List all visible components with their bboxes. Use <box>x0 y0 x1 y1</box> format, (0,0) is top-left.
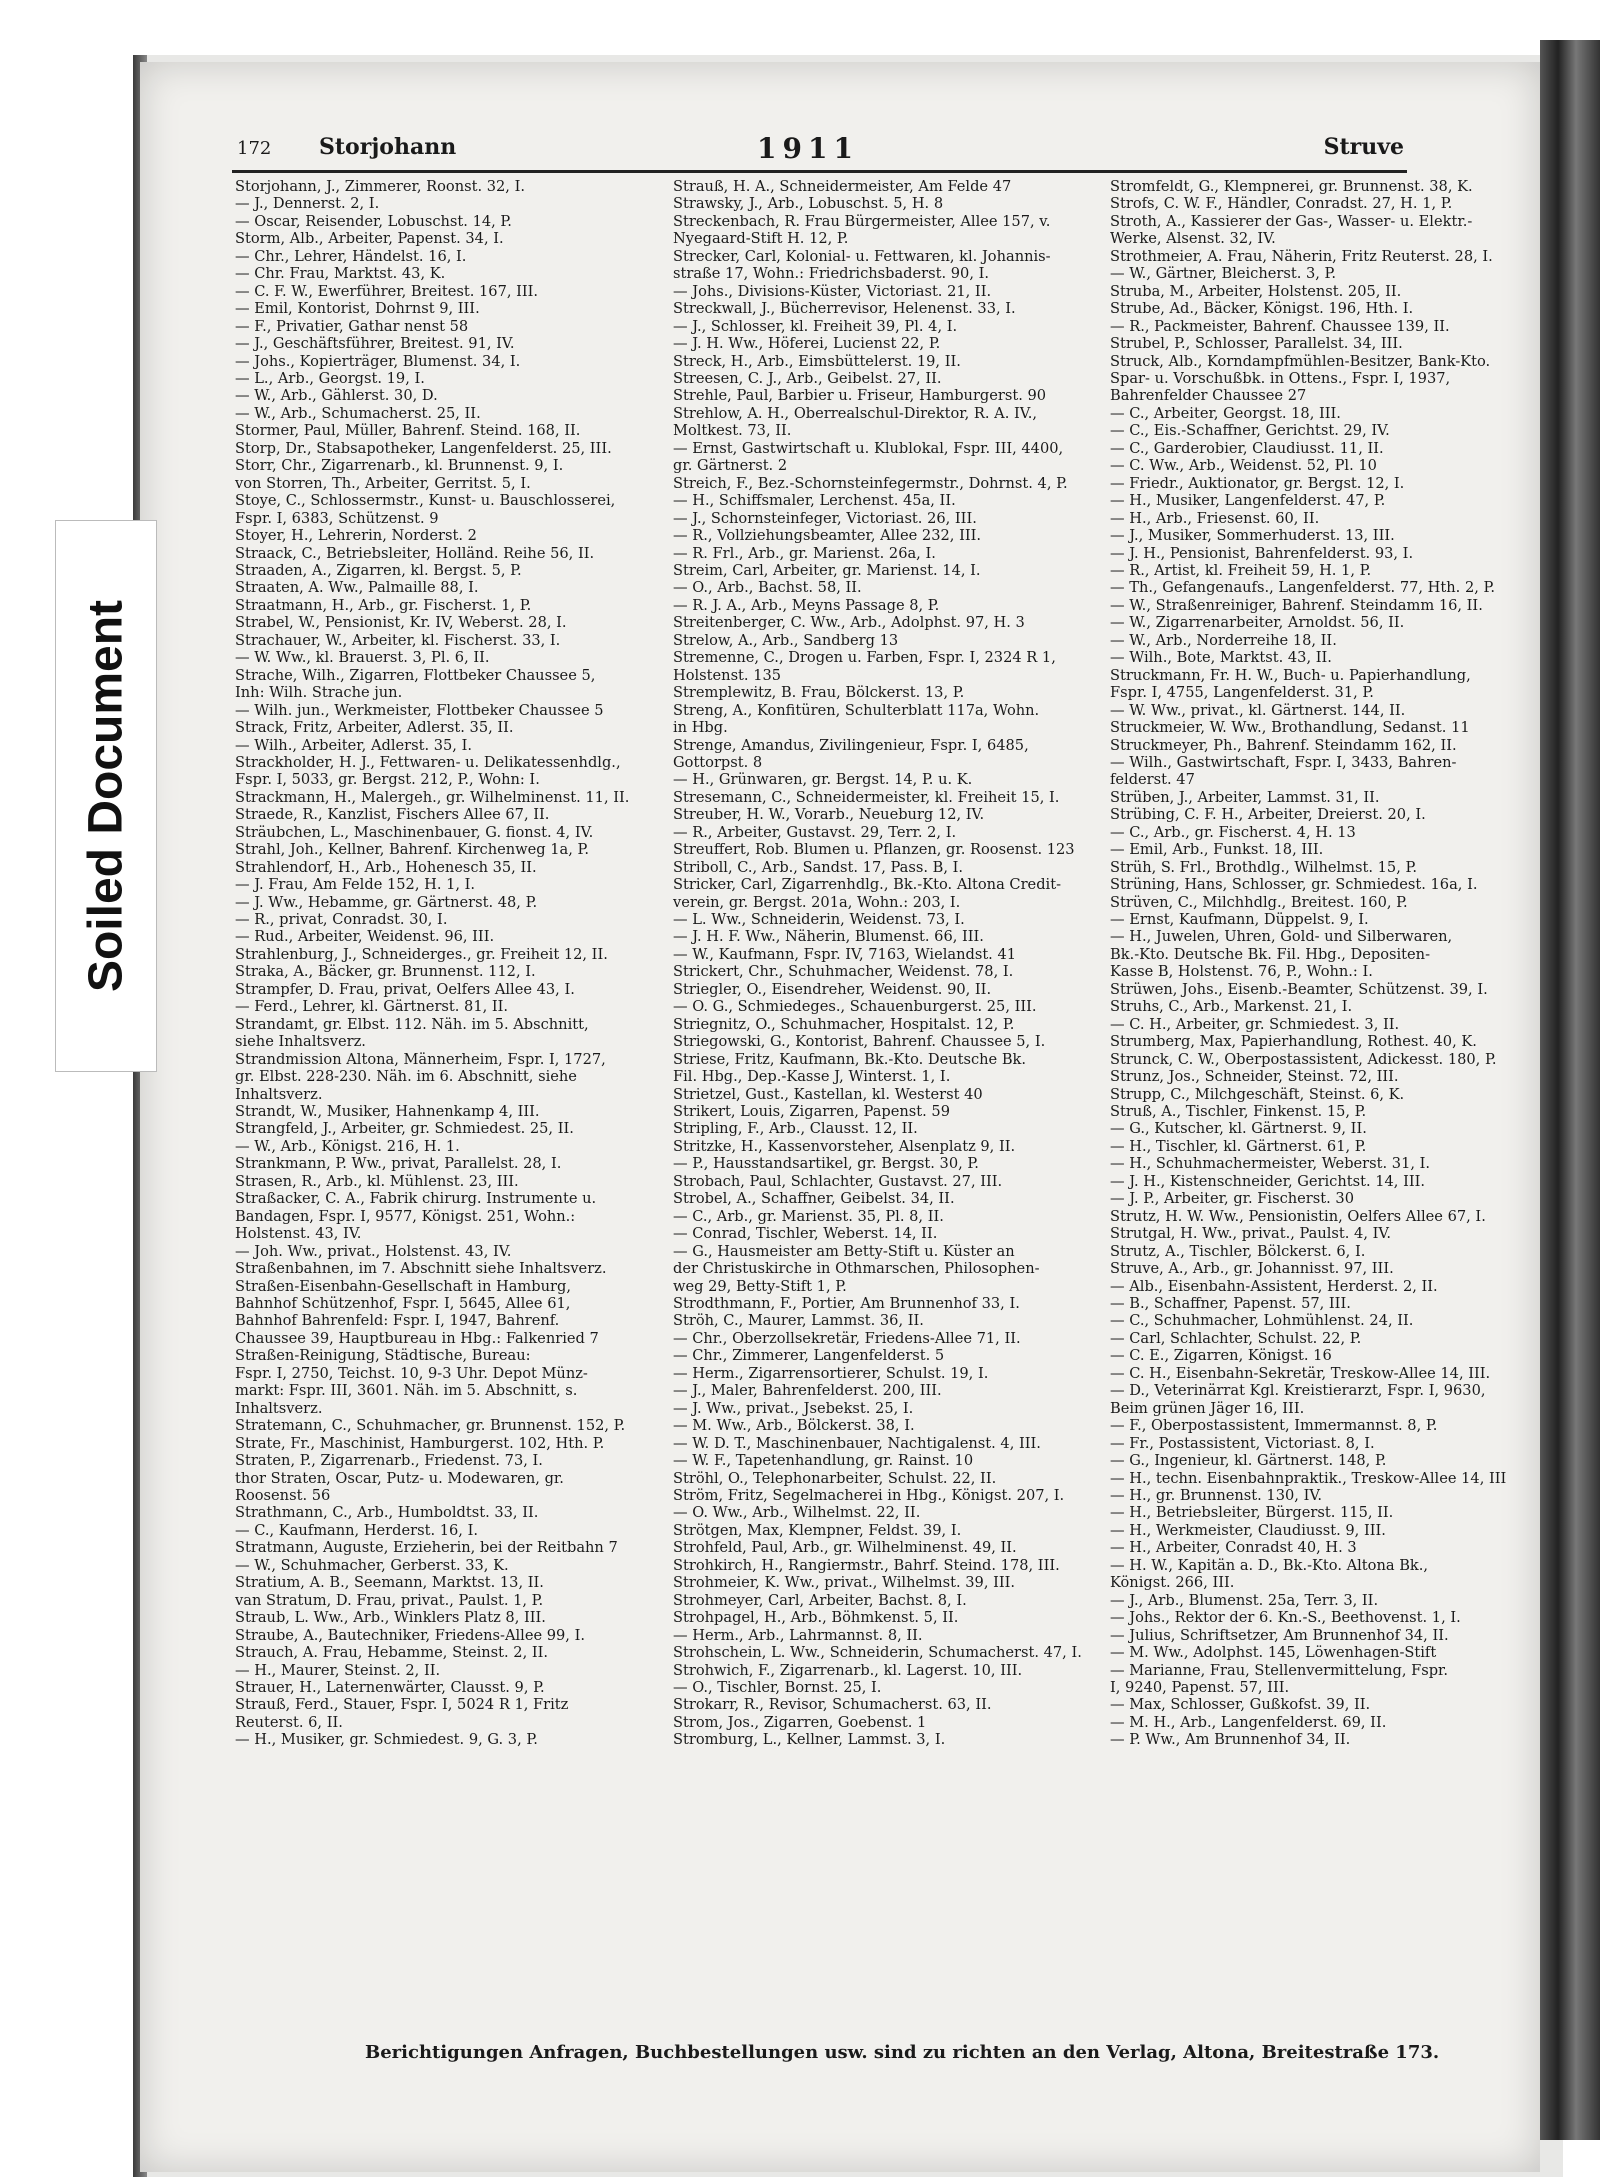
directory-entry-line: Strohmeier, K. Ww., privat., Wilhelmst. 39, III. <box>673 1574 1016 1592</box>
directory-entry-line: Strofs, C. W. F., Händler, Conradst. 27, H. 1, P. <box>1110 195 1453 213</box>
year-heading: 1911 <box>757 132 859 165</box>
directory-entry-line: Strunck, C. W., Oberpostassistent, Adickesst. 180, P. <box>1110 1050 1497 1068</box>
directory-entry-line: Stratium, A. B., Seemann, Marktst. 13, II. <box>235 1574 544 1592</box>
directory-entry-line: — Chr., Lehrer, Händelst. 16, I. <box>235 247 467 265</box>
directory-entry-line: — H., gr. Brunnenst. 130, IV. <box>1110 1486 1322 1504</box>
directory-entry-line: Strauß, H. A., Schneidermeister, Am Felde 47 <box>673 178 1012 195</box>
directory-entry-line: — P., Hausstandsartikel, gr. Bergst. 30, P. <box>673 1155 979 1173</box>
directory-entry-line: Struve, A., Arb., gr. Johannisst. 97, III. <box>1110 1260 1394 1278</box>
directory-entry-line: Straede, R., Kanzlist, Fischers Allee 67, II. <box>235 806 550 824</box>
directory-entry-line: Bk.-Kto. Deutsche Bk. Fil. Hbg., Depositen- <box>1110 945 1431 963</box>
directory-entry-line: Strohwich, F., Zigarrenarb., kl. Lagerst. 10, III. <box>673 1661 1023 1679</box>
directory-entry-line: Strack, Fritz, Arbeiter, Adlerst. 35, II. <box>235 719 514 737</box>
directory-entry-line: Strabel, W., Pensionist, Kr. IV, Weberst. 28, I. <box>235 614 567 632</box>
directory-entry-line: — G., Hausmeister am Betty-Stift u. Küster an <box>673 1242 1015 1260</box>
directory-entry-line: — W., Kaufmann, Fspr. IV, 7163, Wielandst. 41 <box>673 945 1017 963</box>
directory-entry-line: Roosenst. 56 <box>235 1486 331 1504</box>
directory-entry-line: Striegnitz, O., Schuhmacher, Hospitalst. 12, P. <box>673 1015 1015 1033</box>
directory-entry-line: — Johs., Kopierträger, Blumenst. 34, I. <box>235 352 521 370</box>
directory-entry-line: Fspr. I, 2750, Teichst. 10, 9-3 Uhr. Depot Münz- <box>235 1364 588 1382</box>
directory-entry-line: Fil. Hbg., Dep.-Kasse J, Winterst. 1, I. <box>673 1068 951 1086</box>
directory-entry-line: — W., Arb., Gählerst. 30, D. <box>235 387 438 405</box>
directory-entry-line: Strietzel, Gust., Kastellan, kl. Westerst 40 <box>673 1085 983 1103</box>
directory-entry-line: — Chr. Frau, Marktst. 43, K. <box>235 265 446 283</box>
directory-entry-line: — G., Ingenieur, kl. Gärtnerst. 148, P. <box>1110 1452 1387 1470</box>
directory-entry-line: — H., Schuhmachermeister, Weberst. 31, I. <box>1110 1155 1431 1173</box>
directory-entry-line: — C., Schuhmacher, Lohmühlenst. 24, II. <box>1110 1312 1414 1330</box>
directory-entry-line: Strandamt, gr. Elbst. 112. Näh. im 5. Abschnitt, <box>235 1015 589 1033</box>
directory-entry-line: — C., Arb., gr. Fischerst. 4, H. 13 <box>1110 823 1356 841</box>
directory-entry-line: Kasse B, Holstenst. 76, P., Wohn.: I. <box>1110 963 1373 981</box>
directory-entry-line: Fspr. I, 6383, Schützenst. 9 <box>235 509 439 527</box>
directory-entry-line: — B., Schaffner, Papenst. 57, III. <box>1110 1295 1351 1312</box>
directory-entry-line: Streesen, C. J., Arb., Geibelst. 27, II. <box>673 369 942 387</box>
page-header <box>237 128 1404 168</box>
directory-entry-line: — D., Veterinärrat Kgl. Kreistierarzt, Fspr. I, 9630, <box>1110 1382 1486 1400</box>
directory-entry-line: — W. D. T., Maschinenbauer, Nachtigalenst. 4, III. <box>673 1434 1041 1452</box>
footer-notice: Berichtigungen Anfragen, Buchbestellungen usw. sind zu richten an den Verlag, Altona, Breitestraße 173. <box>365 2042 1440 2063</box>
directory-entry-line: I, 9240, Papenst. 57, III. <box>1110 1678 1290 1696</box>
directory-entry-line: Strauch, A. Frau, Hebamme, Steinst. 2, II. <box>235 1644 549 1662</box>
directory-entry-line: — O. G., Schmiedeges., Schauenburgerst. 25, III. <box>673 998 1037 1016</box>
directory-entry-line: Struckmann, Fr. H. W., Buch- u. Papierhandlung, <box>1110 666 1471 684</box>
directory-entry-line: Stresemann, C., Schneidermeister, kl. Freiheit 15, I. <box>673 788 1060 806</box>
directory-entry-line: Bahrenfelder Chaussee 27 <box>1110 387 1307 405</box>
directory-entry-line: Strathmann, C., Arb., Humboldtst. 33, II. <box>235 1504 539 1522</box>
directory-entry-line: Strüven, C., Milchhdlg., Breitest. 160, P. <box>1110 893 1408 911</box>
directory-entry-line: Strothmeier, A. Frau, Näherin, Fritz Reuterst. 28, I. <box>1110 247 1493 265</box>
directory-entry-line: Strutz, H. W. Ww., Pensionistin, Oelfers Allee 67, I. <box>1110 1207 1486 1225</box>
directory-entry-line: — J., Arb., Blumenst. 25a, Terr. 3, II. <box>1110 1591 1379 1609</box>
directory-entry-line: Stricker, Carl, Zigarrenhdlg., Bk.-Kto. Altona Credit- <box>673 876 1061 894</box>
directory-entry-line: — W. F., Tapetenhandlung, gr. Rainst. 10 <box>673 1452 974 1470</box>
directory-entry-line: — J. Ww., privat., Jsebekst. 25, I. <box>673 1399 914 1417</box>
directory-entry-line: — O., Arb., Bachst. 58, II. <box>673 579 862 597</box>
directory-entry-line: Strankmann, P. Ww., privat, Parallelst. 28, I. <box>235 1155 562 1173</box>
directory-entry-line: Strokarr, R., Revisor, Schumacherst. 63, II. <box>673 1696 992 1714</box>
directory-entry-line: Ströh, C., Maurer, Lammst. 36, II. <box>673 1312 924 1330</box>
directory-entry-line: Strohschein, L. Ww., Schneiderin, Schumacherst. 47, I. <box>673 1644 1082 1662</box>
directory-entry-line: Strehlow, A. H., Oberrealschul-Direktor, R. A. IV., <box>673 404 1038 422</box>
header-rule <box>232 170 1407 173</box>
directory-entry-line: Striese, Fritz, Kaufmann, Bk.-Kto. Deutsche Bk. <box>673 1050 1027 1068</box>
directory-entry-line: — W., Arb., Schumacherst. 25, II. <box>235 404 481 422</box>
directory-entry-line: — R., Packmeister, Bahrenf. Chaussee 139, II. <box>1110 317 1450 335</box>
directory-entry-line: Straatmann, H., Arb., gr. Fischerst. 1, P. <box>235 596 532 614</box>
directory-entry-line: siehe Inhaltsverz. <box>235 1033 366 1051</box>
directory-entry-line: — Ernst, Gastwirtschaft u. Klublokal, Fspr. III, 4400, <box>673 439 1064 457</box>
soiled-document-text: Soiled Document <box>79 599 133 993</box>
directory-entry-line: Strecker, Carl, Kolonial- u. Fettwaren, kl. Johannis- <box>673 247 1051 265</box>
directory-entry-line: — Rud., Arbeiter, Weidenst. 96, III. <box>235 928 495 946</box>
directory-entry-line: Stratemann, C., Schuhmacher, gr. Brunnenst. 152, P. <box>235 1417 626 1435</box>
left-running-head: Storjohann <box>319 134 457 160</box>
directory-entry-line: Streich, F., Bez.-Schornsteinfegermstr., Dohrnst. 4, P. <box>673 474 1068 492</box>
directory-entry-line: — Julius, Schriftsetzer, Am Brunnenhof 34, II. <box>1110 1626 1449 1644</box>
directory-entry-line: — Wilh., Arbeiter, Adlerst. 35, I. <box>235 736 472 754</box>
directory-entry-line: Striegowski, G., Kontorist, Bahrenf. Chaussee 5, I. <box>673 1033 1046 1051</box>
directory-entry-line: Sträubchen, L., Maschinenbauer, G. fionst. 4, IV. <box>235 823 594 841</box>
directory-entry-line: Holstenst. 43, IV. <box>235 1225 362 1243</box>
directory-entry-line: Beim grünen Jäger 16, III. <box>1110 1399 1305 1417</box>
directory-entry-line: — F., Oberpostassistent, Immermannst. 8, P. <box>1110 1417 1438 1435</box>
directory-entry-line: Strate, Fr., Maschinist, Hamburgerst. 102, Hth. P. <box>235 1434 605 1452</box>
directory-entry-line: Striegler, O., Eisendreher, Weidenst. 90, II. <box>673 980 992 998</box>
directory-entry-line: Stoye, C., Schlossermstr., Kunst- u. Bauschlosserei, <box>235 492 616 510</box>
directory-entry-line: Strampfer, D. Frau, privat, Oelfers Allee 43, I. <box>235 980 575 998</box>
directory-entry-line: Strehle, Paul, Barbier u. Friseur, Hamburgerst. 90 <box>673 387 1047 405</box>
directory-entry-line: Strohfeld, Paul, Arb., gr. Wilhelminenst. 49, II. <box>673 1539 1017 1557</box>
directory-entry-line: Inhaltsverz. <box>235 1085 323 1103</box>
directory-entry-line: Strackmann, H., Malergeh., gr. Wilhelminenst. 11, II. <box>235 788 630 806</box>
directory-entry-line: — R. Frl., Arb., gr. Marienst. 26a, I. <box>673 544 936 562</box>
directory-entry-line: — Marianne, Frau, Stellenvermittelung, Fspr. <box>1110 1661 1449 1679</box>
directory-entry-line: — L., Arb., Georgst. 19, I. <box>235 369 425 387</box>
directory-entry-line: Gottorpst. 8 <box>673 753 763 771</box>
directory-entry-line: Straßacker, C. A., Fabrik chirurg. Instrumente u. <box>235 1190 597 1208</box>
directory-entry-line: Straten, P., Zigarrenarb., Friedenst. 73, I. <box>235 1452 543 1470</box>
directory-entry-line: Straßen-Reinigung, Städtische, Bureau: <box>235 1347 531 1365</box>
directory-entry-line: Streim, Carl, Arbeiter, gr. Marienst. 14, I. <box>673 561 981 579</box>
directory-entry-line: Strahl, Joh., Kellner, Bahrenf. Kirchenweg 1a, P. <box>235 841 590 859</box>
directory-entry-line: Strupp, C., Milchgeschäft, Steinst. 6, K. <box>1110 1085 1405 1103</box>
directory-entry-line: — C., Kaufmann, Herderst. 16, I. <box>235 1521 478 1539</box>
directory-entry-line: — Herm., Zigarrensortierer, Schulst. 19, I. <box>673 1364 989 1382</box>
directory-entry-line: Werke, Alsenst. 32, IV. <box>1110 230 1276 248</box>
directory-entry-line: van Stratum, D. Frau, privat., Paulst. 1, P. <box>235 1591 544 1609</box>
directory-entry-line: Stratmann, Auguste, Erzieherin, bei der Reitbahn 7 <box>235 1539 618 1557</box>
directory-entry-line: — Johs., Divisions-Küster, Victoriast. 21, II. <box>673 282 992 300</box>
directory-entry-line: Ströhl, O., Telephonarbeiter, Schulst. 22, II. <box>673 1469 997 1487</box>
directory-entry-line: — W., Straßenreiniger, Bahrenf. Steindamm 16, II. <box>1110 596 1483 614</box>
directory-entry-line: — H., Grünwaren, gr. Bergst. 14, P. u. K. <box>673 771 973 789</box>
directory-entry-line: Strahlenburg, J., Schneiderges., gr. Freiheit 12, II. <box>235 945 608 963</box>
directory-entry-line: Storjohann, J., Zimmerer, Roonst. 32, I. <box>235 178 525 195</box>
directory-entry-line: — J. H., Kistenschneider, Gerichtst. 14, III. <box>1110 1172 1426 1190</box>
directory-entry-line: Straub, L. Ww., Arb., Winklers Platz 8, III. <box>235 1609 546 1627</box>
directory-entry-line: — H., Musiker, Langenfelderst. 47, P. <box>1110 492 1386 510</box>
directory-entry-line: Stremenne, C., Drogen u. Farben, Fspr. I, 2324 R 1, <box>673 649 1056 667</box>
directory-entry-line: — R., privat, Conradst. 30, I. <box>235 911 448 929</box>
directory-entry-line: — C., Arb., gr. Marienst. 35, Pl. 8, II. <box>673 1207 944 1225</box>
directory-entry-line: — Wilh., Gastwirtschaft, Fspr. I, 3433, Bahren- <box>1110 753 1457 771</box>
directory-entry-line: — Ferd., Lehrer, kl. Gärtnerst. 81, II. <box>235 998 509 1016</box>
directory-entry-line: Struck, Alb., Korndampfmühlen-Besitzer, Bank-Kto. <box>1110 352 1491 370</box>
directory-entry-line: — W., Arb., Norderreihe 18, II. <box>1110 631 1337 649</box>
directory-entry-line: — G., Kutscher, kl. Gärtnerst. 9, II. <box>1110 1120 1367 1138</box>
directory-entry-line: — R., Arbeiter, Gustavst. 29, Terr. 2, I. <box>673 823 957 841</box>
directory-entry-line: Straaten, A. Ww., Palmaille 88, I. <box>235 579 479 597</box>
right-column <box>1110 178 1507 1749</box>
directory-entry-line: — O. Ww., Arb., Wilhelmst. 22, II. <box>673 1504 921 1522</box>
directory-entry-line: Strumberg, Max, Papierhandlung, Rothest. 40, K. <box>1110 1033 1477 1051</box>
directory-entry-line: — H., Maurer, Steinst. 2, II. <box>235 1661 441 1679</box>
directory-entry-line: Strubel, P., Schlosser, Parallelst. 34, III. <box>1110 335 1403 353</box>
directory-entry-line: thor Straten, Oscar, Putz- u. Modewaren, gr. <box>235 1469 564 1487</box>
directory-entry-line: — C. Ww., Arb., Weidenst. 52, Pl. 10 <box>1110 457 1377 475</box>
directory-entry-line: — H., Musiker, gr. Schmiedest. 9, G. 3, P. <box>235 1731 538 1749</box>
directory-entry-line: — J., Schornsteinfeger, Victoriast. 26, III. <box>673 509 977 527</box>
directory-entry-line: — H., Schiffsmaler, Lerchenst. 45a, II. <box>673 492 956 510</box>
directory-entry-line: — J., Schlosser, kl. Freiheit 39, Pl. 4, I. <box>673 317 958 335</box>
directory-entry-line: Streckwall, J., Bücherrevisor, Helenenst. 33, I. <box>673 300 1016 318</box>
directory-entry-line: — C. H., Arbeiter, gr. Schmiedest. 3, II. <box>1110 1015 1400 1033</box>
directory-entry-line: gr. Gärtnerst. 2 <box>673 457 788 475</box>
directory-entry-line: in Hbg. <box>673 719 728 737</box>
directory-entry-line: Strübing, C. F. H., Arbeiter, Dreierst. 20, I. <box>1110 806 1426 824</box>
directory-entry-line: — M. Ww., Arb., Bölckerst. 38, I. <box>673 1417 915 1435</box>
directory-entry-line: — H., Betriebsleiter, Bürgerst. 115, II. <box>1110 1504 1394 1522</box>
directory-entry-line: Strikert, Louis, Zigarren, Papenst. 59 <box>673 1103 950 1121</box>
directory-entry-line: Ström, Fritz, Segelmacherei in Hbg., Königst. 207, I. <box>673 1486 1065 1504</box>
directory-entry-line: Strelow, A., Arb., Sandberg 13 <box>673 631 899 649</box>
directory-entry-line: Strasen, R., Arb., kl. Mühlenst. 23, III. <box>235 1172 519 1190</box>
directory-entry-line: — Conrad, Tischler, Weberst. 14, II. <box>673 1225 938 1243</box>
directory-entry-line: — J. H. Ww., Höferei, Lucienst 22, P. <box>673 335 941 353</box>
directory-entry-line: Bahnhof Bahrenfeld: Fspr. I, 1947, Bahrenf. <box>235 1312 560 1330</box>
directory-entry-line: Strobel, A., Schaffner, Geibelst. 34, II. <box>673 1190 955 1208</box>
directory-entry-line: — C. F. W., Ewerführer, Breitest. 167, III. <box>235 282 539 300</box>
directory-entry-line: — W., Arb., Königst. 216, H. 1. <box>235 1137 460 1155</box>
directory-entry-line: — C., Garderobier, Claudiusst. 11, II. <box>1110 439 1384 457</box>
directory-entry-line: — Chr., Zimmerer, Langenfelderst. 5 <box>673 1347 945 1365</box>
directory-entry-line: Streck, H., Arb., Eimsbüttelerst. 19, II. <box>673 352 961 370</box>
directory-entry-line: Strackholder, H. J., Fettwaren- u. Delikatessenhdlg., <box>235 753 621 771</box>
directory-entry-line: — Chr., Oberzollsekretär, Friedens-Allee 71, II. <box>673 1329 1021 1347</box>
directory-entry-line: Königst. 266, III. <box>1110 1574 1235 1592</box>
directory-entry-line: — W., Gärtner, Bleicherst. 3, P. <box>1110 265 1337 283</box>
directory-entry-line: — Joh. Ww., privat., Holstenst. 43, IV. <box>235 1242 512 1260</box>
directory-entry-line: — J., Dennerst. 2, I. <box>235 195 380 213</box>
directory-entry-line: — W., Schuhmacher, Gerberst. 33, K. <box>235 1556 509 1574</box>
directory-entry-line: — P. Ww., Am Brunnenhof 34, II. <box>1110 1731 1351 1749</box>
directory-entry-line: — W., Zigarrenarbeiter, Arnoldst. 56, II. <box>1110 614 1405 632</box>
directory-entry-line: gr. Elbst. 228-230. Näh. im 6. Abschnitt, siehe <box>235 1068 577 1086</box>
directory-entry-line: — J. H., Pensionist, Bahrenfelderst. 93, I. <box>1110 544 1414 562</box>
directory-entry-line: — J., Maler, Bahrenfelderst. 200, III. <box>673 1382 942 1400</box>
directory-entry-line: — H., Arb., Friesenst. 60, II. <box>1110 509 1320 527</box>
directory-entry-line: Streng, A., Konfitüren, Schulterblatt 117a, Wohn. <box>673 701 1040 719</box>
directory-entry-line: straße 17, Wohn.: Friedrichsbaderst. 90, I. <box>673 265 990 283</box>
directory-entry-line: Strutz, A., Tischler, Bölckerst. 6, I. <box>1110 1242 1366 1260</box>
directory-entry-line: — Emil, Kontorist, Dohrnst 9, III. <box>235 300 480 318</box>
directory-entry-line: Strube, Ad., Bäcker, Königst. 196, Hth. I. <box>1110 300 1414 318</box>
directory-entry-line: Strawsky, J., Arb., Lobuschst. 5, H. 8 <box>673 195 944 213</box>
directory-entry-line: Strenge, Amandus, Zivilingenieur, Fspr. I, 6485, <box>673 736 1029 754</box>
directory-entry-line: — Ernst, Kaufmann, Düppelst. 9, I. <box>1110 911 1369 929</box>
directory-entry-line: Reuterst. 6, II. <box>235 1713 343 1731</box>
directory-entry-line: Straßen-Eisenbahn-Gesellschaft in Hamburg, <box>235 1277 571 1295</box>
directory-entry-line: Struß, A., Tischler, Finkenst. 15, P. <box>1110 1103 1367 1121</box>
directory-entry-line: Strüh, S. Frl., Brothdlg., Wilhelmst. 15, P. <box>1110 858 1417 876</box>
directory-entry-line: Strunz, Jos., Schneider, Steinst. 72, III. <box>1110 1068 1399 1086</box>
directory-entry-line: Striboll, C., Arb., Sandst. 17, Pass. B, I. <box>673 858 964 876</box>
directory-entry-line: Streuffert, Rob. Blumen u. Pflanzen, gr. Roosenst. 123 <box>673 841 1075 859</box>
book-spine <box>1540 40 1600 2140</box>
directory-entry-line: Strobach, Paul, Schlachter, Gustavst. 27, III. <box>673 1172 1003 1190</box>
directory-entry-line: Stromburg, L., Kellner, Lammst. 3, I. <box>673 1731 946 1749</box>
directory-entry-line: — R., Vollziehungsbeamter, Allee 232, III. <box>673 527 981 545</box>
directory-entry-line: — Th., Gefangenaufs., Langenfelderst. 77, Hth. 2, P. <box>1110 579 1496 597</box>
directory-entry-line: Storr, Chr., Zigarrenarb., kl. Brunnenst. 9, I. <box>235 457 564 475</box>
directory-entry-line: Strüben, J., Arbeiter, Lammst. 31, II. <box>1110 788 1380 806</box>
directory-entry-line: Straack, C., Betriebsleiter, Holländ. Reihe 56, II. <box>235 544 595 562</box>
directory-entry-line: — C., Arbeiter, Georgst. 18, III. <box>1110 404 1341 422</box>
directory-entry-line: felderst. 47 <box>1110 771 1195 789</box>
directory-entry-line: — O., Tischler, Bornst. 25, I. <box>673 1678 882 1696</box>
directory-entry-line: Strötgen, Max, Klempner, Feldst. 39, I. <box>673 1521 962 1539</box>
directory-entry-line: markt: Fspr. III, 3601. Näh. im 5. Abschnitt, s. <box>235 1382 578 1400</box>
directory-entry-line: — Fr., Postassistent, Victoriast. 8, I. <box>1110 1434 1375 1452</box>
directory-entry-line: Inhaltsverz. <box>235 1399 323 1417</box>
directory-entry-line: Spar- u. Vorschußbk. in Ottens., Fspr. I, 1937, <box>1110 369 1451 387</box>
directory-entry-line: Stormer, Paul, Müller, Bahrenf. Steind. 168, II. <box>235 422 581 440</box>
directory-entry-line: Strutgal, H. Ww., privat., Paulst. 4, IV. <box>1110 1225 1391 1243</box>
directory-entry-line: Straka, A., Bäcker, gr. Brunnenst. 112, I. <box>235 963 536 981</box>
directory-entry-line: Strauß, Ferd., Stauer, Fspr. I, 5024 R 1, Fritz <box>235 1696 569 1714</box>
directory-entry-line: Strüwen, Johs., Eisenb.-Beamter, Schützenst. 39, I. <box>1110 980 1488 998</box>
directory-entry-line: — Emil, Arb., Funkst. 18, III. <box>1110 841 1324 859</box>
directory-entry-line: Stroth, A., Kassierer der Gas-, Wasser- u. Elektr.- <box>1110 212 1473 230</box>
directory-entry-line: Strickert, Chr., Schuhmacher, Weidenst. 78, I. <box>673 963 1014 981</box>
directory-entry-line: — M. H., Arb., Langenfelderst. 69, II. <box>1110 1713 1387 1731</box>
page-number: 172 <box>237 138 272 159</box>
directory-entry-line: — M. Ww., Adolphst. 145, Löwenhagen-Stift <box>1110 1644 1437 1662</box>
directory-entry-line: Stromfeldt, G., Klempnerei, gr. Brunnenst. 38, K. <box>1110 178 1473 195</box>
directory-entry-line: Stritzke, H., Kassenvorsteher, Alsenplatz 9, II. <box>673 1137 1016 1155</box>
directory-entry-line: Chaussee 39, Hauptbureau in Hbg.: Falkenried 7 <box>235 1329 599 1347</box>
directory-entry-line: Strodthmann, F., Portier, Am Brunnenhof 33, I. <box>673 1295 1020 1312</box>
directory-entry-line: Streitenberger, C. Ww., Arb., Adolphst. 97, H. 3 <box>673 614 1025 632</box>
directory-entry-line: Stripling, F., Arb., Clausst. 12, II. <box>673 1120 918 1138</box>
directory-entry-line: — H., Tischler, kl. Gärtnerst. 61, P. <box>1110 1137 1367 1155</box>
directory-entry-line: — Alb., Eisenbahn-Assistent, Herderst. 2, II. <box>1110 1277 1438 1295</box>
directory-entry-line: Strahlendorf, H., Arb., Hohenesch 35, II. <box>235 858 537 876</box>
directory-entry-line: Stoyer, H., Lehrerin, Norderst. 2 <box>235 527 477 545</box>
directory-entry-line: — Johs., Rektor der 6. Kn.-S., Beethovenst. 1, I. <box>1110 1609 1461 1627</box>
directory-entry-line: Strom, Jos., Zigarren, Goebenst. 1 <box>673 1713 927 1731</box>
directory-entry-line: — Carl, Schlachter, Schulst. 22, P. <box>1110 1329 1362 1347</box>
directory-entry-line: — J. Frau, Am Felde 152, H. 1, I. <box>235 876 476 894</box>
directory-entry-line: — R., Artist, kl. Freiheit 59, H. 1, P. <box>1110 561 1372 579</box>
directory-entry-line: — H. W., Kapitän a. D., Bk.-Kto. Altona Bk., <box>1110 1556 1429 1574</box>
directory-entry-line: Strandt, W., Musiker, Hahnenkamp 4, III. <box>235 1103 540 1121</box>
directory-entry-line: Bahnhof Schützenhof, Fspr. I, 5645, Allee 61, <box>235 1295 571 1312</box>
directory-entry-line: Strohkirch, H., Rangiermstr., Bahrf. Steind. 178, III. <box>673 1556 1060 1574</box>
directory-entry-line: Straaden, A., Zigarren, kl. Bergst. 5, P. <box>235 561 522 579</box>
directory-entry-line: Fspr. I, 4755, Langenfelderst. 31, P. <box>1110 684 1374 702</box>
directory-entry-line: weg 29, Betty-Stift 1, P. <box>673 1277 847 1295</box>
directory-entry-line: Struba, M., Arbeiter, Holstenst. 205, II. <box>1110 282 1402 300</box>
directory-entry-line: Strohmeyer, Carl, Arbeiter, Bachst. 8, I. <box>673 1591 967 1609</box>
directory-entry-line: der Christuskirche in Othmarschen, Philosophen- <box>673 1260 1040 1278</box>
directory-entry-line: Struhs, C., Arb., Markenst. 21, I. <box>1110 998 1353 1016</box>
directory-entry-line: — R. J. A., Arb., Meyns Passage 8, P. <box>673 596 940 614</box>
directory-entry-line: Nyegaard-Stift H. 12, P. <box>673 230 849 248</box>
directory-entry-line: Streckenbach, R. Frau Bürgermeister, Allee 157, v. <box>673 212 1051 230</box>
directory-entry-line: Strohpagel, H., Arb., Böhmkenst. 5, II. <box>673 1609 959 1627</box>
directory-entry-line: — J., Musiker, Sommerhuderst. 13, III. <box>1110 527 1395 545</box>
directory-entry-line: — W. Ww., kl. Brauerst. 3, Pl. 6, II. <box>235 649 490 667</box>
directory-entry-line: Struckmeyer, Ph., Bahrenf. Steindamm 162, II. <box>1110 736 1457 754</box>
directory-entry-line: Storp, Dr., Stabsapotheker, Langenfelderst. 25, III. <box>235 439 612 457</box>
directory-entry-line: verein, gr. Bergst. 201a, Wohn.: 203, I. <box>673 893 961 911</box>
directory-entry-line: Strangfeld, J., Arbeiter, gr. Schmiedest. 25, II. <box>235 1120 574 1138</box>
directory-entry-line: Straube, A., Bautechniker, Friedens-Allee 99, I. <box>235 1626 585 1644</box>
directory-entry-line: — Friedr., Auktionator, gr. Bergst. 12, I. <box>1110 474 1405 492</box>
directory-entry-line: Moltkest. 73, II. <box>673 422 792 440</box>
directory-entry-line: Streuber, H. W., Vorarb., Neueburg 12, IV. <box>673 806 985 824</box>
directory-entry-line: — H., Juwelen, Uhren, Gold- und Silberwaren, <box>1110 928 1453 946</box>
directory-entry-line: Holstenst. 135 <box>673 666 782 684</box>
soiled-document-label <box>55 520 157 1072</box>
directory-entry-line: Storm, Alb., Arbeiter, Papenst. 34, I. <box>235 230 504 248</box>
directory-entry-line: Inh: Wilh. Strache jun. <box>235 684 403 702</box>
directory-entry-line: Bandagen, Fspr. I, 9577, Königst. 251, Wohn.: <box>235 1207 576 1225</box>
directory-entry-line: — J. P., Arbeiter, gr. Fischerst. 30 <box>1110 1190 1354 1208</box>
directory-entry-line: — Oscar, Reisender, Lobuschst. 14, P. <box>235 212 512 230</box>
directory-entry-line: Strachauer, W., Arbeiter, kl. Fischerst. 33, I. <box>235 631 561 649</box>
directory-entry-line: Stremplewitz, B. Frau, Bölckerst. 13, P. <box>673 684 965 702</box>
directory-entry-line: von Storren, Th., Arbeiter, Gerritst. 5, I. <box>235 474 531 492</box>
directory-entry-line: — C. H., Eisenbahn-Sekretär, Treskow-Allee 14, III. <box>1110 1364 1491 1382</box>
directory-entry-line: — C. E., Zigarren, Königst. 16 <box>1110 1347 1332 1365</box>
directory-entry-line: — J., Geschäftsführer, Breitest. 91, IV. <box>235 335 515 353</box>
directory-entry-line: — J. H. F. Ww., Näherin, Blumenst. 66, III. <box>673 928 984 946</box>
directory-entry-line: — Wilh. jun., Werkmeister, Flottbeker Chaussee 5 <box>235 701 604 719</box>
left-column <box>235 178 665 1749</box>
directory-entry-line: Strauer, H., Laternenwärter, Clausst. 9, P. <box>235 1678 545 1696</box>
directory-entry-line: — F., Privatier, Gathar nenst 58 <box>235 317 469 335</box>
right-running-head: Struve <box>1323 134 1404 160</box>
directory-entry-line: — J. Ww., Hebamme, gr. Gärtnerst. 48, P. <box>235 893 538 911</box>
directory-entry-line: — L. Ww., Schneiderin, Weidenst. 73, I. <box>673 911 965 929</box>
directory-entry-line: Struckmeier, W. Ww., Brothandlung, Sedanst. 11 <box>1110 719 1470 737</box>
directory-entry-line: — Wilh., Bote, Marktst. 43, II. <box>1110 649 1332 667</box>
directory-entry-line: Strache, Wilh., Zigarren, Flottbeker Chaussee 5, <box>235 666 596 684</box>
directory-entry-line: Fspr. I, 5033, gr. Bergst. 212, P., Wohn: I. <box>235 771 540 789</box>
middle-column <box>673 178 1103 1749</box>
directory-entry-line: — C., Eis.-Schaffner, Gerichtst. 29, IV. <box>1110 422 1390 440</box>
directory-entry-line: Straßenbahnen, im 7. Abschnitt siehe Inhaltsverz. <box>235 1260 607 1278</box>
directory-entry-line: Strüning, Hans, Schlosser, gr. Schmiedest. 16a, I. <box>1110 876 1478 894</box>
directory-entry-line: — H., Arbeiter, Conradst 40, H. 3 <box>1110 1539 1357 1557</box>
directory-entry-line: — W. Ww., privat., kl. Gärtnerst. 144, II. <box>1110 701 1406 719</box>
directory-entry-line: — H., techn. Eisenbahnpraktik., Treskow-Allee 14, III <box>1110 1469 1507 1487</box>
directory-entry-line: — H., Werkmeister, Claudiusst. 9, III. <box>1110 1521 1386 1539</box>
directory-entry-line: — Max, Schlosser, Gußkofst. 39, II. <box>1110 1696 1371 1714</box>
directory-entry-line: Strandmission Altona, Männerheim, Fspr. I, 1727, <box>235 1050 606 1068</box>
directory-entry-line: — Herm., Arb., Lahrmannst. 8, II. <box>673 1626 923 1644</box>
